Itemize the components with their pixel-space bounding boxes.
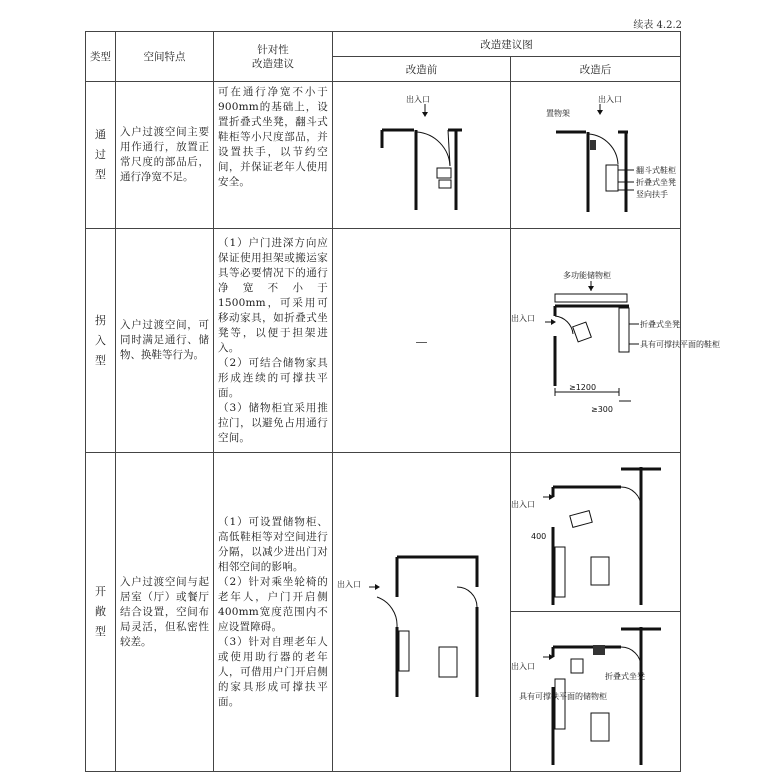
row-advice: （1）户门进深方向应保证使用担架或搬运家具等必要情况下的通行净宽不小于1500mm，可采用可移动家具，如折叠式坐凳等，以便于担架进入。 （2）可结合储物家具形成连续的可撑扶平面。 （3）储物柜宜采用推拉门，以避免占用通行空间。 xyxy=(214,229,333,453)
header-before: 改造前 xyxy=(333,57,511,82)
svg-text:出入口: 出入口 xyxy=(511,313,535,323)
svg-text:置物架: 置物架 xyxy=(545,109,570,118)
table-row xyxy=(86,229,681,453)
svg-text:具有可撑扶平面的鞋柜: 具有可撑扶平面的鞋柜 xyxy=(640,339,720,349)
svg-text:出入口: 出入口 xyxy=(597,95,622,104)
row-advice: 可在通行净宽不小于900mm的基础上，设置折叠式坐凳，翻斗式鞋柜等小尺度部品，并设置扶手，以节约空间，并保证老年人使用安全。 xyxy=(214,82,333,229)
svg-text:多功能储物柜: 多功能储物柜 xyxy=(563,270,611,280)
row-type: 拐 入 型 xyxy=(86,229,116,453)
diagram-after-turn xyxy=(511,229,720,453)
svg-text:≥300: ≥300 xyxy=(591,404,613,414)
row-features: 入户过渡空间主要用作通行，放置正常尺度的部品后，通行净宽不足。 xyxy=(116,82,214,229)
diagram-before-open xyxy=(333,453,511,772)
header-advice: 针对性 改造建议 xyxy=(214,32,333,82)
svg-text:出入口: 出入口 xyxy=(511,661,535,671)
header-diagram: 改造建议图 xyxy=(333,32,681,57)
svg-text:折叠式坐凳: 折叠式坐凳 xyxy=(605,671,645,681)
diagram-after-pass xyxy=(511,82,681,229)
svg-text:≥1200: ≥1200 xyxy=(569,382,597,392)
diagram-before-pass xyxy=(333,82,511,229)
row-features: 入户过渡空间，可同时满足通行、储物、换鞋等行为。 xyxy=(116,229,214,453)
diagram-after-open-b xyxy=(511,612,681,772)
header-after: 改造后 xyxy=(511,57,681,82)
entrance-label: 出入口 xyxy=(405,95,430,104)
svg-text:具有可撑扶平面的储物柜: 具有可撑扶平面的储物柜 xyxy=(519,691,607,701)
row-advice: （1）可设置储物柜、高低鞋柜等对空间进行分隔，以减少进出门对相邻空间的影响。 （2）针对乘坐轮椅的老年人，户门开启侧400mm宽度范围内不应设置障碍。 （3）针对自理老年人或使用助行器的老年人，可借用户门开启侧的家具形成可撑扶平面。 xyxy=(214,453,333,772)
row-type: 开 敞 型 xyxy=(86,453,116,772)
row-features: 入户过渡空间与起居室（厅）或餐厅结合设置，空间布局灵活，但私密性较差。 xyxy=(116,453,214,772)
table-row xyxy=(86,453,681,612)
svg-text:出入口: 出入口 xyxy=(511,500,535,509)
svg-text:折叠式坐凳: 折叠式坐凳 xyxy=(640,319,680,329)
table-caption: 续表 4.2.2 xyxy=(633,20,682,31)
svg-text:400: 400 xyxy=(531,532,547,541)
svg-text:出入口: 出入口 xyxy=(336,580,361,589)
header-type: 类型 xyxy=(86,32,116,82)
diagram-before-turn: — xyxy=(333,229,511,453)
svg-text:翻斗式鞋柜: 翻斗式鞋柜 xyxy=(635,166,676,175)
renovation-table xyxy=(85,31,720,772)
shoe-icon xyxy=(437,168,451,178)
svg-text:竖向扶手: 竖向扶手 xyxy=(635,190,668,199)
table-row xyxy=(86,82,681,229)
row-type: 通 过 型 xyxy=(86,82,116,229)
svg-text:折叠式坐凳: 折叠式坐凳 xyxy=(635,178,676,187)
header-features: 空间特点 xyxy=(116,32,214,82)
diagram-after-open-a xyxy=(511,453,681,612)
